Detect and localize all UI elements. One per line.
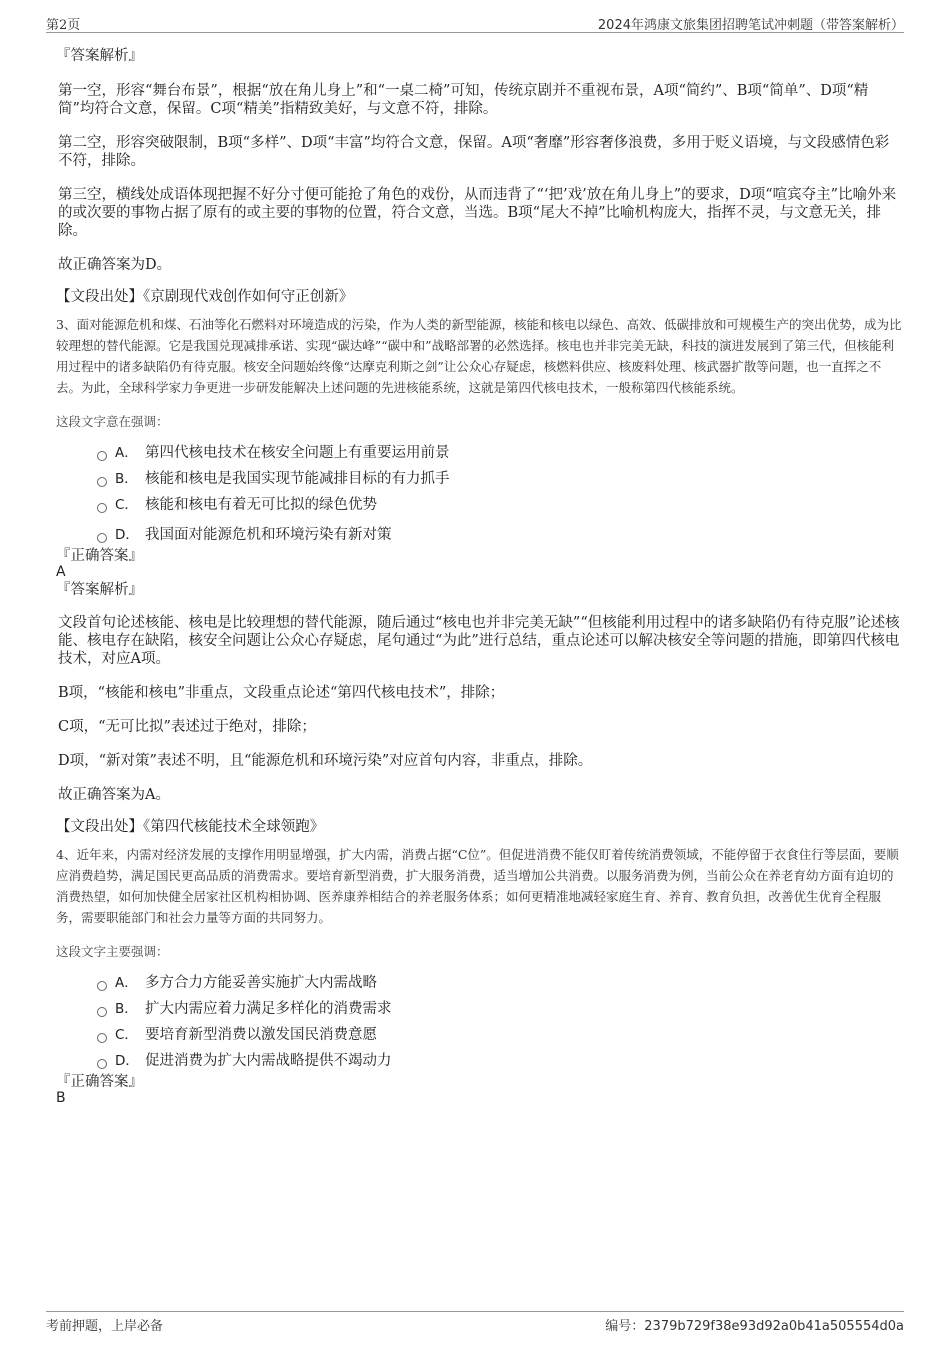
radio-button[interactable] — [97, 503, 107, 513]
option-b[interactable]: B． 扩大内需应着力满足多样化的消费需求 — [56, 998, 902, 1024]
analysis-paragraph: 第一空，形容“舞台布景”，根据“放在角儿身上”和“一桌二椅”可知，传统京剧并不重视布景，A项“简约”、B项“简单”、D项“精简”均符合文意，保留。C项“精美”指精致美好，与文意不符，排除。 — [58, 83, 869, 117]
analysis-conclusion: 故正确答案为D。 — [58, 257, 172, 273]
analysis-paragraph: D项，“新对策”表述不明，且“能源危机和环境污染”对应首句内容，非重点，排除。 — [58, 753, 593, 769]
source-citation: 【文段出处】《第四代核能技术全球领跑》 — [56, 819, 325, 835]
document-code: 编号：2379b729f38e93d92a0b41a505554d0a — [605, 1319, 904, 1334]
source-citation: 【文段出处】《京剧现代戏创作如何守正创新》 — [56, 289, 354, 305]
page-content — [56, 44, 902, 1106]
answer-label: 『正确答案』 — [56, 548, 143, 564]
option-list — [56, 442, 902, 550]
question-prompt: 这段文字主要强调： — [56, 944, 169, 959]
radio-button[interactable] — [97, 981, 107, 991]
correct-answer: A — [56, 564, 66, 580]
footer-slogan: 考前押题，上岸必备 — [46, 1319, 164, 1334]
radio-button[interactable] — [97, 1033, 107, 1043]
analysis-label: 『答案解析』 — [56, 582, 143, 598]
analysis-conclusion: 故正确答案为A。 — [58, 787, 170, 803]
radio-button[interactable] — [97, 533, 107, 543]
option-list — [56, 972, 902, 1076]
option-c[interactable]: C． 核能和核电有着无可比拟的绿色优势 — [56, 494, 902, 520]
option-a[interactable]: A． 多方合力方能妥善实施扩大内需战略 — [56, 972, 902, 998]
correct-answer: B — [56, 1090, 66, 1106]
option-d[interactable]: D． 我国面对能源危机和环境污染有新对策 — [56, 524, 902, 550]
page-header — [46, 12, 904, 33]
document-title: 2024年鸿康文旅集团招聘笔试冲刺题（带答案解析） — [597, 18, 904, 33]
question-prompt: 这段文字意在强调： — [56, 414, 169, 429]
option-c[interactable]: C． 要培育新型消费以激发国民消费意愿 — [56, 1024, 902, 1050]
option-b[interactable]: B． 核能和核电是我国实现节能减排目标的有力抓手 — [56, 468, 902, 494]
analysis-paragraph: B项，“核能和核电”非重点，文段重点论述“第四代核电技术”，排除； — [58, 685, 505, 701]
question-text: 4、近年来，内需对经济发展的支撑作用明显增强，扩大内需，消费占据“C位”。但促进消费不能仅盯着传统消费领域，不能停留于衣食住行等层面，要顺应消费趋势，满足国民更高品质的消费需求。要培育新型消费，扩大服务消费，适当增加公共消费。以服务消费为例，当前公众在养老育幼方面有迫切的消费热望，如何加快健全居家社区机构相协调、医养康养相结合的养老服务体系；如何更精准地减轻家庭生育、养育、教育负担，改善优生优育全程服务，需要职能部门和社会力量等方面的共同努力。 — [56, 847, 899, 925]
radio-button[interactable] — [97, 477, 107, 487]
radio-button[interactable] — [97, 1059, 107, 1069]
analysis-paragraph: 文段首句论述核能、核电是比较理想的替代能源，随后通过“核电也并非完美无缺”“但核能利用过程中的诸多缺陷仍有待克服”论述核能、核电存在缺陷，核安全问题让公众心存疑虑，尾句通过“为此”进行总结，重点论述可以解决核安全等问题的措施，即第四代核电技术，对应A项。 — [58, 615, 900, 667]
page-footer — [46, 1311, 904, 1336]
analysis-paragraph: 第二空，形容突破限制，B项“多样”、D项“丰富”均符合文意，保留。A项“奢靡”形容奢侈浪费，多用于贬义语境，与文段感情色彩不符，排除。 — [58, 135, 890, 169]
radio-button[interactable] — [97, 1007, 107, 1017]
analysis-label: 『答案解析』 — [56, 48, 143, 64]
option-a[interactable]: A． 第四代核电技术在核安全问题上有重要运用前景 — [56, 442, 902, 468]
question-text: 3、面对能源危机和煤、石油等化石燃料对环境造成的污染，作为人类的新型能源，核能和核电以绿色、高效、低碳排放和可规模生产的突出优势，成为比较理想的替代能源。它是我国兑现减排承诺、实现“碳达峰”“碳中和”战略部署的必然选择。核电也并非完美无缺，科技的演进发展到了第三代，但核能利用过程中的诸多缺陷仍有待克服。核安全问题始终像“达摩克利斯之剑”让公众心存疑虑，核燃料供应、核废料处理、核武器扩散等问题，也一直挥之不去。为此，全球科学家力争更进一步研发能解决上述问题的先进核能系统，这就是第四代核电技术，一般称第四代核能系统。 — [56, 317, 902, 395]
answer-label: 『正确答案』 — [56, 1074, 143, 1090]
page-number: 第2页 — [46, 18, 81, 33]
option-d[interactable]: D． 促进消费为扩大内需战略提供不竭动力 — [56, 1050, 902, 1076]
analysis-paragraph: C项，“无可比拟”表述过于绝对，排除； — [58, 719, 316, 735]
radio-button[interactable] — [97, 451, 107, 461]
analysis-paragraph: 第三空，横线处成语体现把握不好分寸便可能抢了角色的戏份，从而违背了“‘把’戏’放在角儿身上”的要求，D项“喧宾夺主”比喻外来的或次要的事物占据了原有的或主要的事物的位置，符合文意，当选。B项“尾大不掉”比喻机构庞大，指挥不灵，与文意无关，排除。 — [58, 187, 897, 239]
